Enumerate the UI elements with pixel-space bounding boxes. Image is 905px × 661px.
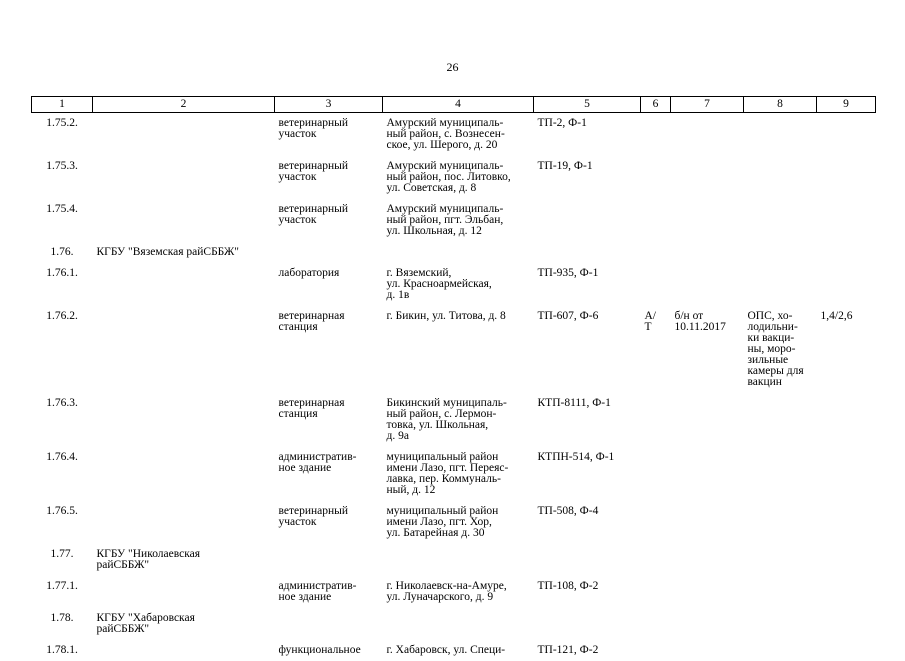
row-number-cell: 1.78. (32, 608, 93, 640)
document-ref-cell (671, 501, 744, 544)
power-source-cell (534, 199, 641, 242)
address-cell: Амурский муниципаль- ный район, с. Вознесен- ское, ул. Шерого, д. 20 (383, 113, 534, 157)
equipment-cell (744, 447, 817, 501)
power-value-cell (817, 156, 876, 199)
power-value-cell (817, 608, 876, 640)
power-value-cell (817, 242, 876, 263)
row-number-cell: 1.76.3. (32, 393, 93, 447)
row-number-cell: 1.75.3. (32, 156, 93, 199)
document-ref-cell (671, 447, 744, 501)
table-row (32, 501, 876, 544)
power-source-cell: ТП-935, Ф-1 (534, 263, 641, 306)
power-value-cell (817, 263, 876, 306)
power-source-cell: КТП-8111, Ф-1 (534, 393, 641, 447)
column-header: 4 (383, 97, 534, 113)
row-number-cell: 1.77. (32, 544, 93, 576)
power-source-cell (534, 608, 641, 640)
category-cell (641, 263, 671, 306)
table-row (32, 306, 876, 393)
category-cell (641, 242, 671, 263)
table-row (32, 447, 876, 501)
organization-name-cell (93, 576, 275, 608)
address-cell (383, 608, 534, 640)
table-row (32, 199, 876, 242)
power-source-cell: ТП-19, Ф-1 (534, 156, 641, 199)
column-header: 9 (817, 97, 876, 113)
row-number-cell: 1.76.4. (32, 447, 93, 501)
equipment-cell (744, 640, 817, 661)
document-ref-cell: б/н от 10.11.2017 (671, 306, 744, 393)
row-number-cell: 1.77.1. (32, 576, 93, 608)
address-cell: Амурский муниципаль- ный район, пос. Литовко, ул. Советская, д. 8 (383, 156, 534, 199)
organization-name-cell (93, 501, 275, 544)
address-cell: г. Бикин, ул. Титова, д. 8 (383, 306, 534, 393)
organization-name-cell (93, 393, 275, 447)
organization-name-cell (93, 640, 275, 661)
equipment-cell (744, 242, 817, 263)
category-cell (641, 608, 671, 640)
document-ref-cell (671, 608, 744, 640)
table-row (32, 640, 876, 661)
table-row (32, 608, 876, 640)
category-cell (641, 640, 671, 661)
power-source-cell (534, 242, 641, 263)
address-cell: г. Вяземский, ул. Красноармейская, д. 1в (383, 263, 534, 306)
row-number-cell: 1.75.4. (32, 199, 93, 242)
equipment-cell (744, 393, 817, 447)
object-type-cell (275, 544, 383, 576)
power-value-cell (817, 199, 876, 242)
power-source-cell: ТП-607, Ф-6 (534, 306, 641, 393)
document-table (31, 96, 876, 661)
power-value-cell (817, 544, 876, 576)
column-header: 5 (534, 97, 641, 113)
power-value-cell (817, 113, 876, 157)
power-value-cell (817, 501, 876, 544)
row-number-cell: 1.75.2. (32, 113, 93, 157)
power-source-cell: ТП-2, Ф-1 (534, 113, 641, 157)
address-cell (383, 544, 534, 576)
column-header: 3 (275, 97, 383, 113)
object-type-cell: ветеринарный участок (275, 113, 383, 157)
power-source-cell: ТП-108, Ф-2 (534, 576, 641, 608)
organization-name-cell (93, 156, 275, 199)
table-row (32, 576, 876, 608)
document-ref-cell (671, 640, 744, 661)
address-cell: Бикинский муниципаль- ный район, с. Лермон- товка, ул. Школьная, д. 9а (383, 393, 534, 447)
organization-name-cell (93, 306, 275, 393)
object-type-cell: административ- ное здание (275, 576, 383, 608)
address-cell: Амурский муниципаль- ный район, пгт. Эльбан, ул. Школьная, д. 12 (383, 199, 534, 242)
equipment-cell (744, 576, 817, 608)
document-ref-cell (671, 393, 744, 447)
category-cell (641, 544, 671, 576)
column-header: 1 (32, 97, 93, 113)
object-type-cell: ветеринарный участок (275, 501, 383, 544)
header-row (32, 97, 876, 113)
power-value-cell (817, 576, 876, 608)
category-cell (641, 199, 671, 242)
organization-name-cell: КГБУ "Николаевская райСББЖ" (93, 544, 275, 576)
category-cell (641, 393, 671, 447)
category-cell (641, 113, 671, 157)
organization-name-cell: КГБУ "Вяземская райСББЖ" (93, 242, 275, 263)
table-body (32, 113, 876, 661)
address-cell: г. Николаевск-на-Амуре, ул. Луначарского, д. 9 (383, 576, 534, 608)
document-ref-cell (671, 263, 744, 306)
object-type-cell (275, 608, 383, 640)
document-ref-cell (671, 113, 744, 157)
power-source-cell (534, 544, 641, 576)
category-cell: А/ Т (641, 306, 671, 393)
document-ref-cell (671, 199, 744, 242)
object-type-cell: ветеринарный участок (275, 156, 383, 199)
table-row (32, 156, 876, 199)
document-ref-cell (671, 156, 744, 199)
power-value-cell (817, 447, 876, 501)
column-header: 8 (744, 97, 817, 113)
table-row (32, 242, 876, 263)
table-row (32, 393, 876, 447)
equipment-cell (744, 199, 817, 242)
equipment-cell (744, 608, 817, 640)
row-number-cell: 1.78.1. (32, 640, 93, 661)
object-type-cell: функциональное (275, 640, 383, 661)
power-source-cell: КТПН-514, Ф-1 (534, 447, 641, 501)
object-type-cell: ветеринарная станция (275, 393, 383, 447)
organization-name-cell (93, 199, 275, 242)
power-value-cell: 1,4/2,6 (817, 306, 876, 393)
row-number-cell: 1.76.1. (32, 263, 93, 306)
address-cell: муниципальный район имени Лазо, пгт. Хор, ул. Батарейная д. 30 (383, 501, 534, 544)
category-cell (641, 501, 671, 544)
address-cell (383, 242, 534, 263)
row-number-cell: 1.76.2. (32, 306, 93, 393)
category-cell (641, 576, 671, 608)
equipment-cell: ОПС, хо- лодильни- ки вакци- ны, моро- зильные камеры для вакцин (744, 306, 817, 393)
document-ref-cell (671, 544, 744, 576)
object-type-cell: ветеринарный участок (275, 199, 383, 242)
equipment-cell (744, 113, 817, 157)
object-type-cell: ветеринарная станция (275, 306, 383, 393)
row-number-cell: 1.76. (32, 242, 93, 263)
table-row (32, 263, 876, 306)
address-cell: муниципальный район имени Лазо, пгт. Переяс- лавка, пер. Коммуналь- ный, д. 12 (383, 447, 534, 501)
row-number-cell: 1.76.5. (32, 501, 93, 544)
power-value-cell (817, 393, 876, 447)
equipment-cell (744, 156, 817, 199)
equipment-cell (744, 544, 817, 576)
organization-name-cell (93, 113, 275, 157)
object-type-cell: административ- ное здание (275, 447, 383, 501)
object-type-cell: лаборатория (275, 263, 383, 306)
power-value-cell (817, 640, 876, 661)
document-ref-cell (671, 242, 744, 263)
address-cell: г. Хабаровск, ул. Специ- (383, 640, 534, 661)
power-source-cell: ТП-121, Ф-2 (534, 640, 641, 661)
category-cell (641, 156, 671, 199)
table-row (32, 113, 876, 157)
column-header: 2 (93, 97, 275, 113)
organization-name-cell (93, 263, 275, 306)
document-ref-cell (671, 576, 744, 608)
object-type-cell (275, 242, 383, 263)
organization-name-cell: КГБУ "Хабаровская райСББЖ" (93, 608, 275, 640)
equipment-cell (744, 501, 817, 544)
equipment-cell (744, 263, 817, 306)
table-row (32, 544, 876, 576)
power-source-cell: ТП-508, Ф-4 (534, 501, 641, 544)
organization-name-cell (93, 447, 275, 501)
column-header: 6 (641, 97, 671, 113)
category-cell (641, 447, 671, 501)
column-header: 7 (671, 97, 744, 113)
page-number: 26 (0, 60, 905, 75)
